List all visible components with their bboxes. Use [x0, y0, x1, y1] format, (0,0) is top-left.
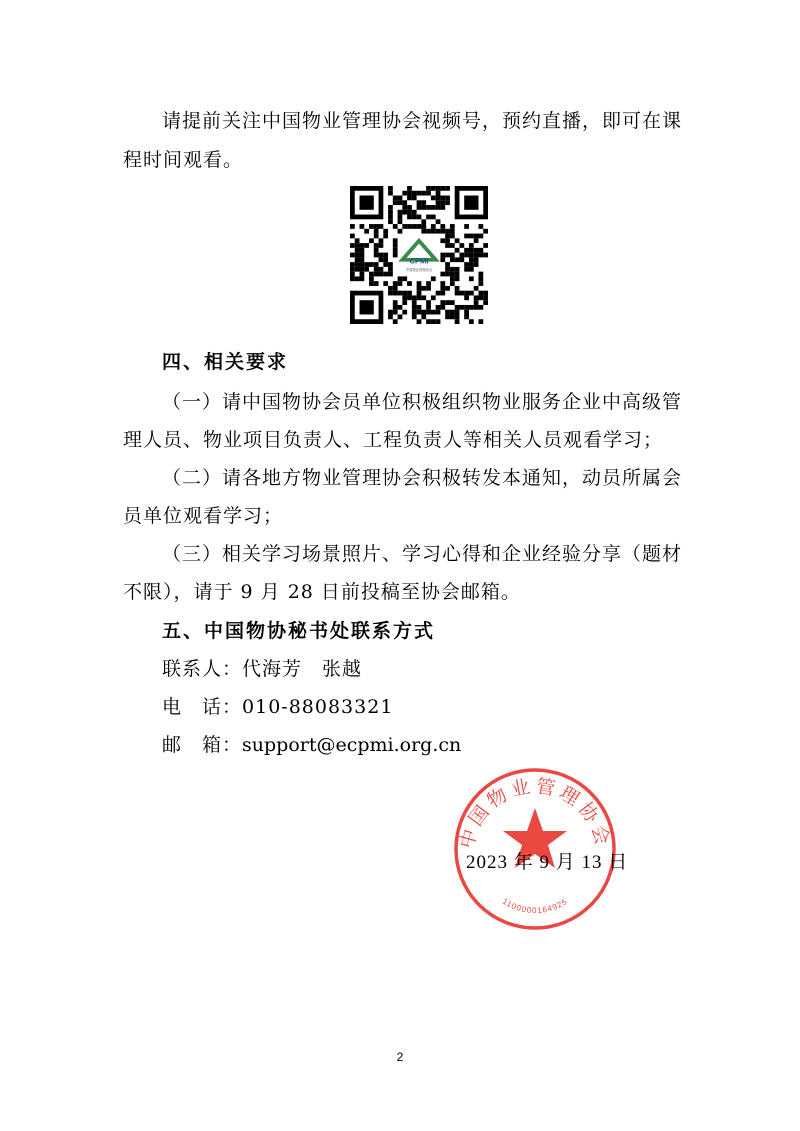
phone-row [162, 694, 393, 720]
email-label: 邮 箱： [162, 734, 243, 756]
section5-heading: 五、中国物协秘书处联系方式 [162, 620, 436, 642]
email-row [162, 732, 461, 758]
document-date: 2023 年 9 月 13 日 [466, 852, 629, 873]
phone-label: 电 话： [162, 696, 243, 718]
official-seal [452, 766, 618, 932]
section4-item1-line1: （一）请中国物协会员单位积极组织物业服务企业中高级管 [162, 391, 683, 413]
email-value: support@ecpmi.org.cn [242, 734, 462, 756]
seal-org-name-text: 中国物业管理协会 [455, 775, 615, 851]
seal-serial-text: 1100000164925 [500, 896, 570, 916]
intro-line-1: 请提前关注中国物业管理协会视频号，预约直播，即可在课 [162, 110, 683, 132]
section4-item2-line2: 员单位观看学习； [123, 505, 284, 527]
contact-row [162, 656, 362, 682]
page-number: 2 [396, 1050, 404, 1064]
section4-item1-line2: 理人员、物业项目负责人、工程负责人等相关人员观看学习； [123, 429, 664, 451]
section4-item3-line2: 不限），请于 9 月 28 日前投稿至协会邮箱。 [123, 581, 521, 603]
contact-label: 联系人： [162, 658, 243, 680]
qr-logo-subtext [406, 267, 433, 272]
qr-logo-text: CPMI [409, 256, 429, 266]
contact-value: 代海芳 张越 [242, 658, 363, 680]
section4-heading: 四、相关要求 [162, 351, 289, 373]
section4-item2-line1: （二）请各地方物业管理协会积极转发本通知，动员所属会 [162, 467, 683, 489]
qr-code [350, 186, 488, 324]
intro-line-2: 程时间观看。 [123, 149, 244, 171]
section4-item3-line1: （三）相关学习场景照片、学习心得和企业经验分享（题材 [162, 543, 683, 565]
phone-value: 010-88083321 [242, 696, 394, 718]
